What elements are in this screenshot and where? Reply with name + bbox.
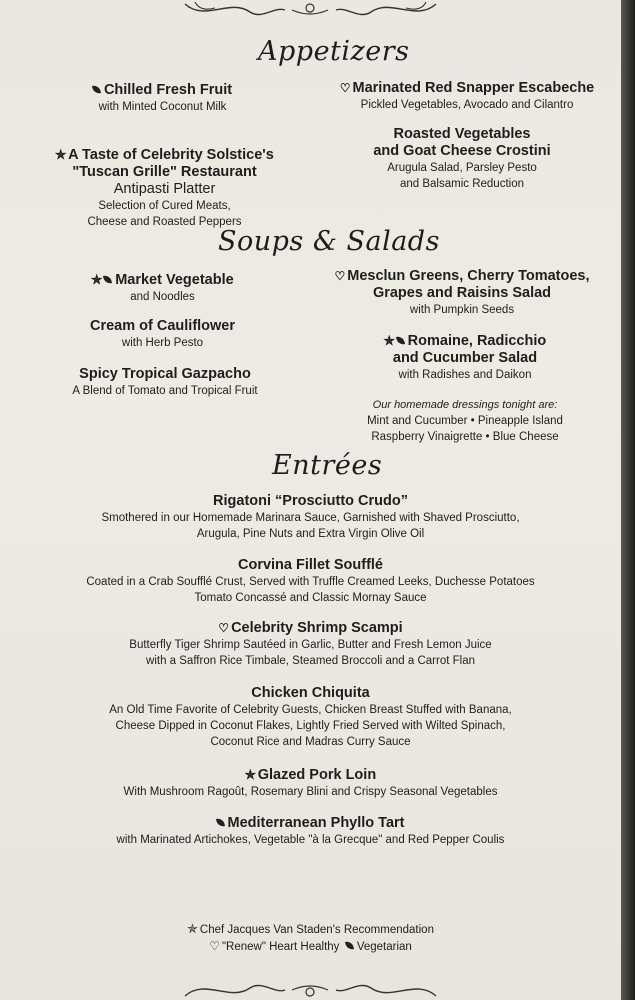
vegetarian-icon xyxy=(396,335,405,346)
dressings-intro: Our homemade dressings tonight are: xyxy=(372,399,558,411)
vegetarian-icon xyxy=(215,817,224,828)
bottom-ornament xyxy=(0,978,621,1000)
item-desc: With Mushroom Ragoût, Rosemary Blini and Crispy Seasonal Vegetables xyxy=(123,786,498,798)
vegetarian-icon xyxy=(92,84,101,95)
item-desc-2: Cheese and Roasted Peppers xyxy=(87,216,242,228)
item-desc-3: Coconut Rice and Madras Curry Sauce xyxy=(210,736,411,748)
heart-healthy-icon: ♡ xyxy=(339,81,351,95)
item-shrimp-scampi xyxy=(0,620,621,669)
dressing-1: Mint and Cucumber xyxy=(367,415,468,427)
item-mesclun xyxy=(327,268,597,318)
item-title: Celebrity Shrimp Scampi xyxy=(231,620,403,636)
item-title: Chilled Fresh Fruit xyxy=(103,82,233,98)
item-desc-2: Arugula, Pine Nuts and Extra Virgin Olive Oil xyxy=(196,528,425,540)
item-title: Glazed Pork Loin xyxy=(257,767,377,783)
top-ornament xyxy=(0,0,621,22)
item-cauliflower xyxy=(60,318,265,351)
item-title-2: and Goat Cheese Crostini xyxy=(373,143,551,159)
heart-healthy-icon: ♡ xyxy=(334,269,346,283)
item-rigatoni xyxy=(0,493,621,542)
vegetarian-icon xyxy=(103,274,112,285)
entrees-heading: Entrées xyxy=(272,450,383,481)
item-phyllo-tart xyxy=(0,815,621,848)
item-desc: A Blend of Tomato and Tropical Fruit xyxy=(72,385,258,397)
chef-recommendation-icon: ✯ xyxy=(244,767,256,782)
chef-recommendation-icon: ✯ xyxy=(55,147,67,162)
item-desc-2: Tomato Concassé and Classic Mornay Sauce xyxy=(194,592,427,604)
item-tuscan-grille xyxy=(32,146,297,230)
item-desc-2: Cheese Dipped in Coconut Flakes, Lightly Fried Served with Wilted Spinach, xyxy=(115,720,506,732)
chef-recommendation-icon: ✯ xyxy=(187,921,198,936)
item-corvina xyxy=(0,557,621,606)
item-title: Romaine, Radicchio xyxy=(407,333,547,349)
chef-recommendation-icon: ✯ xyxy=(91,272,103,287)
item-title-2: and Cucumber Salad xyxy=(392,350,538,366)
item-title: Market Vegetable xyxy=(115,272,234,288)
legend-chef: Chef Jacques Van Staden's Recommendation xyxy=(199,924,434,936)
item-chicken-chiquita xyxy=(0,685,621,750)
item-desc: Butterfly Tiger Shrimp Sautéed in Garlic, Butter and Fresh Lemon Juice xyxy=(129,639,492,651)
item-desc-2: with a Saffron Rice Timbale, Steamed Broccoli and a Carrot Flan xyxy=(146,655,475,667)
item-romaine xyxy=(360,332,570,383)
item-desc: and Noodles xyxy=(130,291,195,303)
dressing-4: Blue Cheese xyxy=(492,431,559,443)
heart-healthy-icon: ♡ xyxy=(209,939,220,953)
item-desc: with Pumpkin Seeds xyxy=(409,304,515,316)
item-desc: An Old Time Favorite of Celebrity Guests, Chicken Breast Stuffed with Banana, xyxy=(109,704,512,716)
item-desc: with Marinated Artichokes, Vegetable "à la Grecque" and Red Pepper Coulis xyxy=(116,834,505,846)
item-desc: Coated in a Crab Soufflé Crust, Served with Truffle Creamed Leeks, Duchesse Potatoes xyxy=(86,576,535,588)
appetizers-heading: Appetizers xyxy=(258,36,410,67)
heart-healthy-icon: ♡ xyxy=(218,621,230,635)
page-edge-shadow xyxy=(621,0,635,1000)
dressing-3: Raspberry Vinaigrette xyxy=(371,431,483,443)
item-desc: Pickled Vegetables, Avocado and Cilantro xyxy=(360,99,574,111)
item-title: Marinated Red Snapper Escabeche xyxy=(352,80,595,96)
legend-vegetarian: Vegetarian xyxy=(356,941,412,953)
item-title: Mediterranean Phyllo Tart xyxy=(227,815,405,831)
soups-heading: Soups & Salads xyxy=(218,226,440,257)
legend xyxy=(0,921,621,955)
item-chilled-fruit xyxy=(40,82,285,115)
item-desc: with Radishes and Daikon xyxy=(398,369,532,381)
item-title: Cream of Cauliflower xyxy=(89,318,236,334)
vegetarian-icon xyxy=(345,940,354,951)
legend-healthy: "Renew" Heart Healthy xyxy=(221,941,340,953)
item-title: Spicy Tropical Gazpacho xyxy=(79,366,251,382)
item-title-2: Grapes and Raisins Salad xyxy=(372,285,552,301)
item-title: A Taste of Celebrity Solstice's xyxy=(68,147,274,163)
dressings-note: Our homemade dressings tonight are: Mint and Cucumber • Pineapple Island Raspberry Vinaigrette • Blue Cheese xyxy=(345,397,585,445)
item-desc: with Herb Pesto xyxy=(121,337,204,349)
item-desc: with Minted Coconut Milk xyxy=(98,101,227,113)
item-title: Chicken Chiquita xyxy=(251,685,370,701)
dressing-2: Pineapple Island xyxy=(477,415,563,427)
item-title: Roasted Vegetables xyxy=(393,126,531,142)
item-subtitle: Antipasti Platter xyxy=(113,181,216,197)
item-red-snapper xyxy=(322,80,612,113)
item-crostini xyxy=(322,126,602,192)
item-desc: Selection of Cured Meats, xyxy=(98,200,231,212)
item-title: Mesclun Greens, Cherry Tomatoes, xyxy=(347,268,590,284)
item-desc-2: and Balsamic Reduction xyxy=(399,178,524,190)
item-title: Rigatoni “Prosciutto Crudo” xyxy=(213,493,408,509)
item-market-vegetable xyxy=(60,271,265,305)
item-title: Corvina Fillet Soufflé xyxy=(237,557,383,573)
item-title-2: "Tuscan Grille" Restaurant xyxy=(72,164,257,180)
chef-recommendation-icon: ✯ xyxy=(383,333,395,348)
item-pork-loin xyxy=(0,766,621,800)
item-desc: Arugula Salad, Parsley Pesto xyxy=(387,162,537,174)
item-desc: Smothered in our Homemade Marinara Sauce, Garnished with Shaved Prosciutto, xyxy=(101,512,520,524)
item-gazpacho xyxy=(45,366,285,399)
